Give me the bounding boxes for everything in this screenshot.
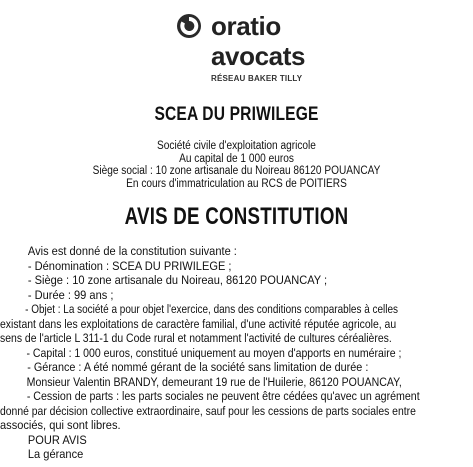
notice-title: AVIS DE CONSTITUTION [124, 203, 349, 230]
notice-line: Avis est donné de la constitution suivante : [27, 244, 237, 258]
oratio-logo-mark-icon [176, 13, 202, 39]
notice-line: - Durée : 99 ans ; [27, 287, 114, 302]
company-info-line: Au capital de 1 000 euros [179, 152, 294, 165]
notice-line: Monsieur Valentin BRANDY, demeurant 19 rue de l'Huilerie, 86120 POUANCAY, [26, 374, 402, 389]
company-info [0, 140, 473, 190]
company-info-line: Société civile d'exploitation agricole [157, 140, 316, 152]
notice-line: - Cession de parts : les parts sociales ne peuvent être cédées qu'avec un agrément [26, 389, 420, 403]
logo-brand-line1: oratio [211, 11, 281, 41]
notice-line: sens de l'article L 311-1 du Code rural et notamment l'activité de cultures céréalières. [0, 331, 392, 345]
notice-line: - Siège : 10 zone artisanale du Noireau, 86120 POUANCAY ; [27, 273, 328, 287]
notice-line: - Objet : La société a pour objet l'exercice, dans des conditions comparables à celles [25, 302, 398, 316]
notice-body [0, 244, 473, 462]
notice-line: existant dans les exploitations de caractère familial, d'une activité réputée agricole, au [0, 316, 397, 331]
logo-tagline: RÉSEAU BAKER TILLY [211, 74, 303, 83]
notice-line: - Gérance : A été nommé gérant de la société sans limitation de durée : [27, 360, 369, 374]
notice-line: associés, qui sont libres. [0, 418, 121, 432]
notice-line: - Dénomination : SCEA DU PRIWILEGE ; [27, 258, 232, 273]
oratio-avocats-logo [175, 8, 310, 90]
company-name: SCEA DU PRIWILEGE [154, 104, 319, 125]
company-info-line: Siège social : 10 zone artisanale du Noireau 86120 POUANCAY [92, 165, 381, 177]
notice-line: donné par décision collective extraordinaire, sauf pour les cessions de parts sociales entre [0, 403, 416, 418]
logo-brand-line2: avocats [211, 41, 306, 71]
company-info-line: En cours d'immatriculation au RCS de POITIERS [126, 177, 347, 190]
notice-line: - Capital : 1 000 euros, constitué uniquement au moyen d'apports en numéraire ; [26, 345, 402, 360]
notice-line: La gérance [27, 447, 84, 461]
notice-line: POUR AVIS [27, 432, 87, 447]
